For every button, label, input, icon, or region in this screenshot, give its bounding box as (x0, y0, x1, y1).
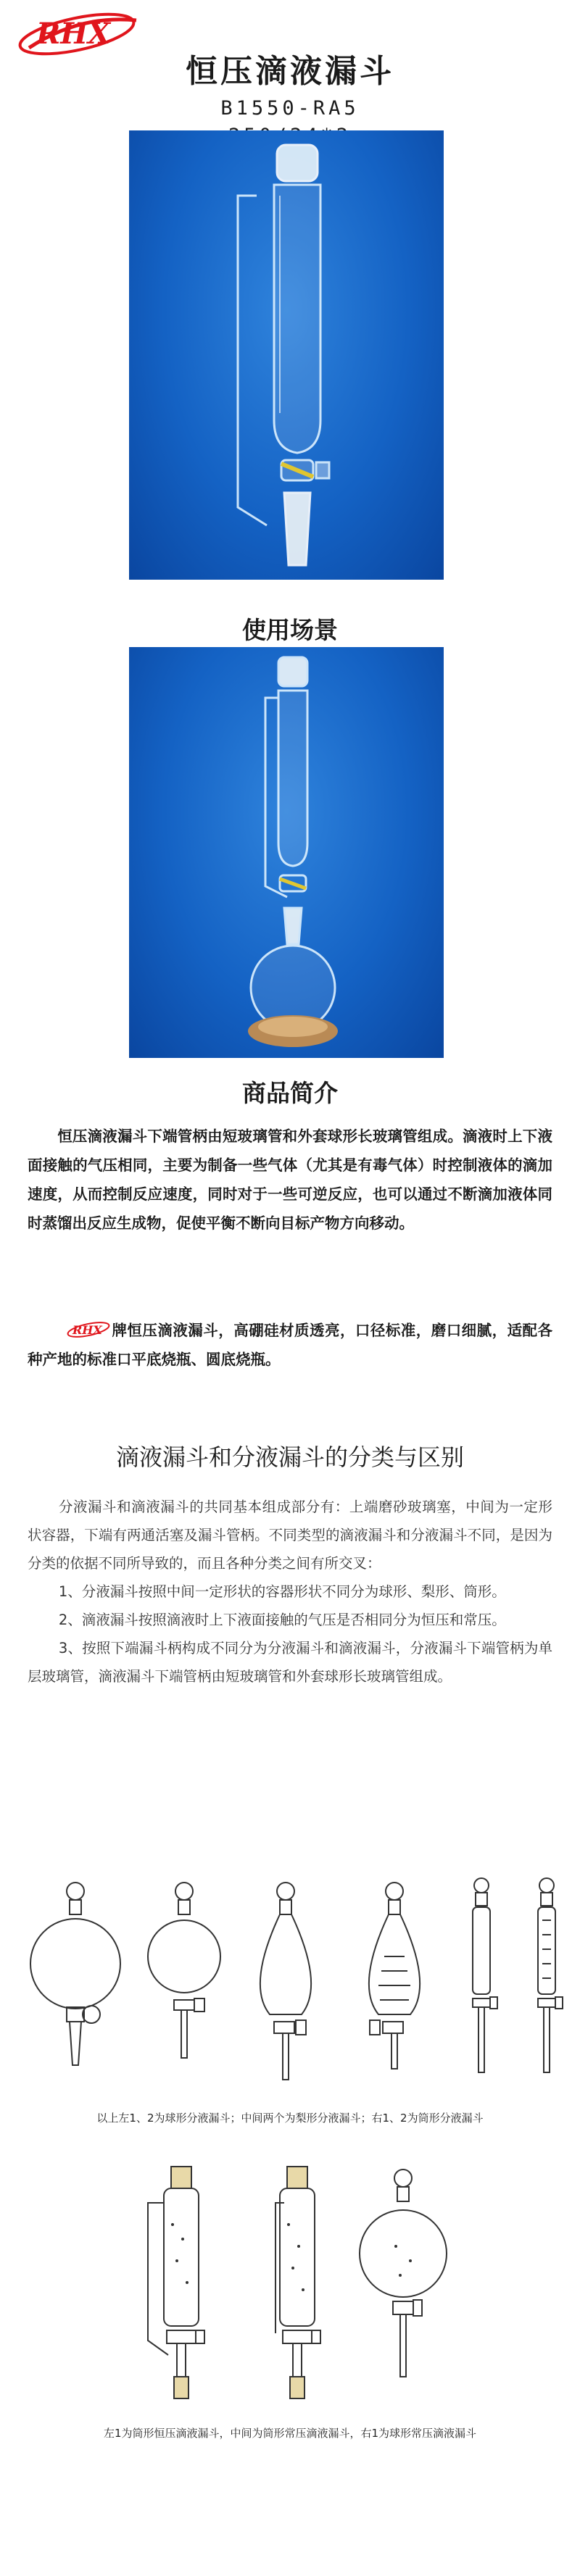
intro-text: 恒压滴液漏斗下端管柄由短玻璃管和外套球形长玻璃管组成。滴液时上下液面接触的气压相同，主要为制备一些气体（尤其是有毒气体）时控制液体的滴加速度，从而控制反应速度，同时对于一些可逆反应，也可以通过不断滴加液体同时蒸馏出反应生成物，促使平衡不断向目标产物方向移动。 (28, 1127, 552, 1232)
svg-text:RHX: RHX (72, 1323, 102, 1337)
diagram-caption-2: 左1为筒形恒压滴液漏斗，中间为筒形常压滴液漏斗，右1为球形常压滴液漏斗 (103, 2427, 477, 2440)
logo-text: RHX (36, 17, 111, 51)
classify-paragraph: 1、分液漏斗按照中间一定形状的容器形状不同分为球形、梨形、筒形。 (58, 1583, 506, 1600)
classify-paragraph: 3、按照下端漏斗柄构成不同分为分液漏斗和滴液漏斗，分液漏斗下端管柄为单层玻璃管，滴液漏斗下端管柄由短玻璃管和外套球形长玻璃管组成。 (28, 1640, 552, 1685)
usage-section-title: 使用场景 (242, 616, 338, 644)
dropping-funnel-diagram (0, 2159, 580, 2406)
classify-text (28, 1493, 552, 1691)
classify-paragraph: 分液漏斗和滴液漏斗的共同基本组成部分有：上端磨砂玻璃塞，中间为一定形状容器，下端有两通活塞及漏斗管柄。不同类型的滴液漏斗和分液漏斗不同，是因为分类的依据不同所导致的，而且各种分类之间有所交叉： (28, 1499, 552, 1572)
product-photo (129, 130, 444, 580)
diagram-caption-1: 以上左1、2为球形分液漏斗；中间两个为梨形分液漏斗；右1、2为筒形分液漏斗 (96, 2112, 484, 2125)
usage-photo (129, 647, 444, 1058)
brand-description: RHX 牌恒压滴液漏斗，高硼硅材质透亮，口径标准，磨口细腻，适配各种产地的标准口平底烧瓶、圆底烧瓶。 (28, 1316, 552, 1374)
intro-section-title: 商品简介 (242, 1079, 338, 1107)
brand-logo-inline (65, 1321, 112, 1338)
separatory-funnel-diagram (0, 1870, 580, 2087)
classify-paragraph: 2、滴液漏斗按照滴液时上下液面接触的气压是否相同分为恒压和常压。 (58, 1612, 506, 1628)
product-model: B1550-RA5 (220, 97, 360, 120)
product-title: 恒压滴液漏斗 (186, 53, 394, 90)
classify-section-title: 滴液漏斗和分液漏斗的分类与区别 (115, 1443, 464, 1471)
